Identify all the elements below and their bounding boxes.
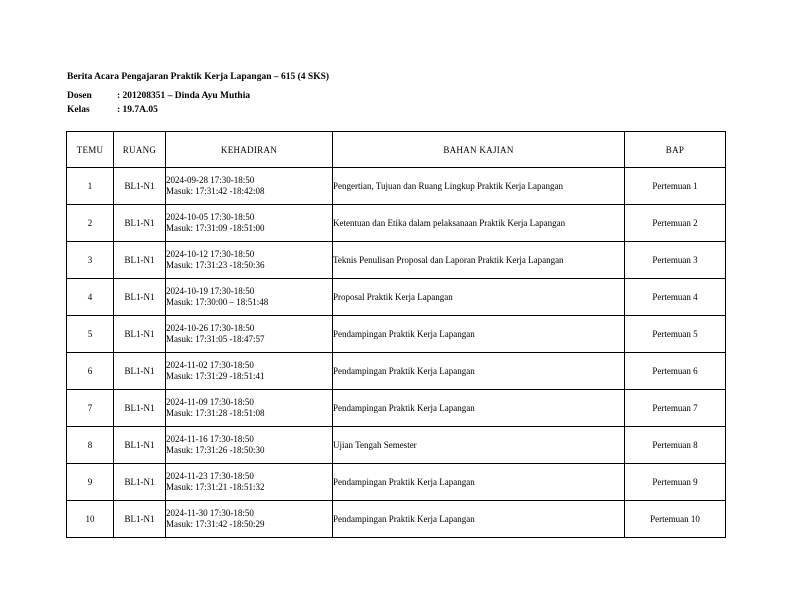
temu-cell: 8 — [67, 427, 114, 464]
bahan-kajian-cell: Ketentuan dan Etika dalam pelaksanaan Praktik Kerja Lapangan — [333, 205, 625, 242]
ruang-cell: BL1-N1 — [114, 501, 166, 538]
kehadiran-cell — [166, 242, 333, 279]
ruang-cell: BL1-N1 — [114, 205, 166, 242]
bahan-kajian-cell: Teknis Penulisan Proposal dan Laporan Praktik Kerja Lapangan — [333, 242, 625, 279]
kehadiran-cell — [166, 316, 333, 353]
masuk-text: Masuk: 17:31:29 -18:51:41 — [166, 371, 265, 381]
masuk-text: Masuk: 17:31:28 -18:51:08 — [166, 408, 265, 418]
column-header-bap: BAP — [625, 132, 726, 168]
bahan-kajian-cell: Ujian Tengah Semester — [333, 427, 625, 464]
table-row — [67, 316, 726, 353]
temu-cell: 9 — [67, 464, 114, 501]
temu-cell: 2 — [67, 205, 114, 242]
masuk-text: Masuk: 17:31:05 -18:47:57 — [166, 334, 265, 344]
document-title: Berita Acara Pengajaran Praktik Kerja Lapangan – 615 (4 SKS) — [67, 72, 330, 82]
masuk-text: Masuk: 17:30:00 – 18:51:48 — [166, 297, 269, 307]
kelas-label: Kelas — [67, 105, 90, 115]
jadwal-text: 2024-09-28 17:30-18:50 — [166, 175, 255, 185]
bap-cell: Pertemuan 5 — [625, 316, 726, 353]
bap-cell: Pertemuan 1 — [625, 168, 726, 205]
bap-cell: Pertemuan 10 — [625, 501, 726, 538]
temu-cell: 6 — [67, 353, 114, 390]
column-header-ruang: RUANG — [114, 132, 166, 168]
dosen-value: : 201208351 – Dinda Ayu Muthia — [117, 91, 251, 101]
dosen-line — [67, 91, 250, 101]
bahan-kajian-cell: Pendampingan Praktik Kerja Lapangan — [333, 390, 625, 427]
bap-cell: Pertemuan 4 — [625, 279, 726, 316]
temu-cell: 5 — [67, 316, 114, 353]
jadwal-text: 2024-11-09 17:30-18:50 — [166, 397, 254, 407]
table-row — [67, 242, 726, 279]
table-row — [67, 390, 726, 427]
column-header-bahan-kajian: BAHAN KAJIAN — [333, 132, 625, 168]
attendance-table — [66, 131, 726, 538]
bap-cell: Pertemuan 7 — [625, 390, 726, 427]
ruang-cell: BL1-N1 — [114, 316, 166, 353]
table-row — [67, 464, 726, 501]
bahan-kajian-cell: Pendampingan Praktik Kerja Lapangan — [333, 316, 625, 353]
temu-cell: 7 — [67, 390, 114, 427]
temu-cell: 3 — [67, 242, 114, 279]
ruang-cell: BL1-N1 — [114, 279, 166, 316]
bap-cell: Pertemuan 6 — [625, 353, 726, 390]
jadwal-text: 2024-10-19 17:30-18:50 — [166, 286, 255, 296]
ruang-cell: BL1-N1 — [114, 168, 166, 205]
ruang-cell: BL1-N1 — [114, 242, 166, 279]
bahan-kajian-cell: Pendampingan Praktik Kerja Lapangan — [333, 501, 625, 538]
jadwal-text: 2024-10-12 17:30-18:50 — [166, 249, 255, 259]
jadwal-text: 2024-11-02 17:30-18:50 — [166, 360, 254, 370]
column-header-temu: TEMU — [67, 132, 114, 168]
kehadiran-cell — [166, 464, 333, 501]
ruang-cell: BL1-N1 — [114, 353, 166, 390]
table-row — [67, 279, 726, 316]
bahan-kajian-cell: Proposal Praktik Kerja Lapangan — [333, 279, 625, 316]
table-row — [67, 353, 726, 390]
kehadiran-cell — [166, 205, 333, 242]
kelas-line — [67, 105, 158, 115]
masuk-text: Masuk: 17:31:21 -18:51:32 — [166, 482, 265, 492]
masuk-text: Masuk: 17:31:42 -18:42:08 — [166, 186, 265, 196]
kelas-value: : 19.7A.05 — [117, 105, 158, 115]
bap-cell: Pertemuan 8 — [625, 427, 726, 464]
kehadiran-cell — [166, 501, 333, 538]
masuk-text: Masuk: 17:31:23 -18:50:36 — [166, 260, 265, 270]
bap-cell: Pertemuan 3 — [625, 242, 726, 279]
dosen-label: Dosen — [67, 91, 92, 101]
table-row — [67, 168, 726, 205]
masuk-text: Masuk: 17:31:42 -18:50:29 — [166, 519, 265, 529]
temu-cell: 4 — [67, 279, 114, 316]
kehadiran-cell — [166, 353, 333, 390]
jadwal-text: 2024-11-23 17:30-18:50 — [166, 471, 254, 481]
table-header-row — [67, 132, 726, 168]
ruang-cell: BL1-N1 — [114, 464, 166, 501]
bap-cell: Pertemuan 2 — [625, 205, 726, 242]
temu-cell: 10 — [67, 501, 114, 538]
table-row — [67, 205, 726, 242]
column-header-kehadiran: KEHADIRAN — [166, 132, 333, 168]
kehadiran-cell — [166, 168, 333, 205]
jadwal-text: 2024-11-16 17:30-18:50 — [166, 434, 254, 444]
table-row — [67, 501, 726, 538]
jadwal-text: 2024-10-26 17:30-18:50 — [166, 323, 255, 333]
kehadiran-cell — [166, 279, 333, 316]
bahan-kajian-cell: Pendampingan Praktik Kerja Lapangan — [333, 353, 625, 390]
ruang-cell: BL1-N1 — [114, 427, 166, 464]
kehadiran-cell — [166, 390, 333, 427]
bap-cell: Pertemuan 9 — [625, 464, 726, 501]
temu-cell: 1 — [67, 168, 114, 205]
masuk-text: Masuk: 17:31:26 -18:50:30 — [166, 445, 265, 455]
jadwal-text: 2024-10-05 17:30-18:50 — [166, 212, 255, 222]
bahan-kajian-cell: Pendampingan Praktik Kerja Lapangan — [333, 464, 625, 501]
kehadiran-cell — [166, 427, 333, 464]
bahan-kajian-cell: Pengertian, Tujuan dan Ruang Lingkup Praktik Kerja Lapangan — [333, 168, 625, 205]
table-row — [67, 427, 726, 464]
ruang-cell: BL1-N1 — [114, 390, 166, 427]
masuk-text: Masuk: 17:31:09 -18:51:00 — [166, 223, 265, 233]
jadwal-text: 2024-11-30 17:30-18:50 — [166, 508, 254, 518]
